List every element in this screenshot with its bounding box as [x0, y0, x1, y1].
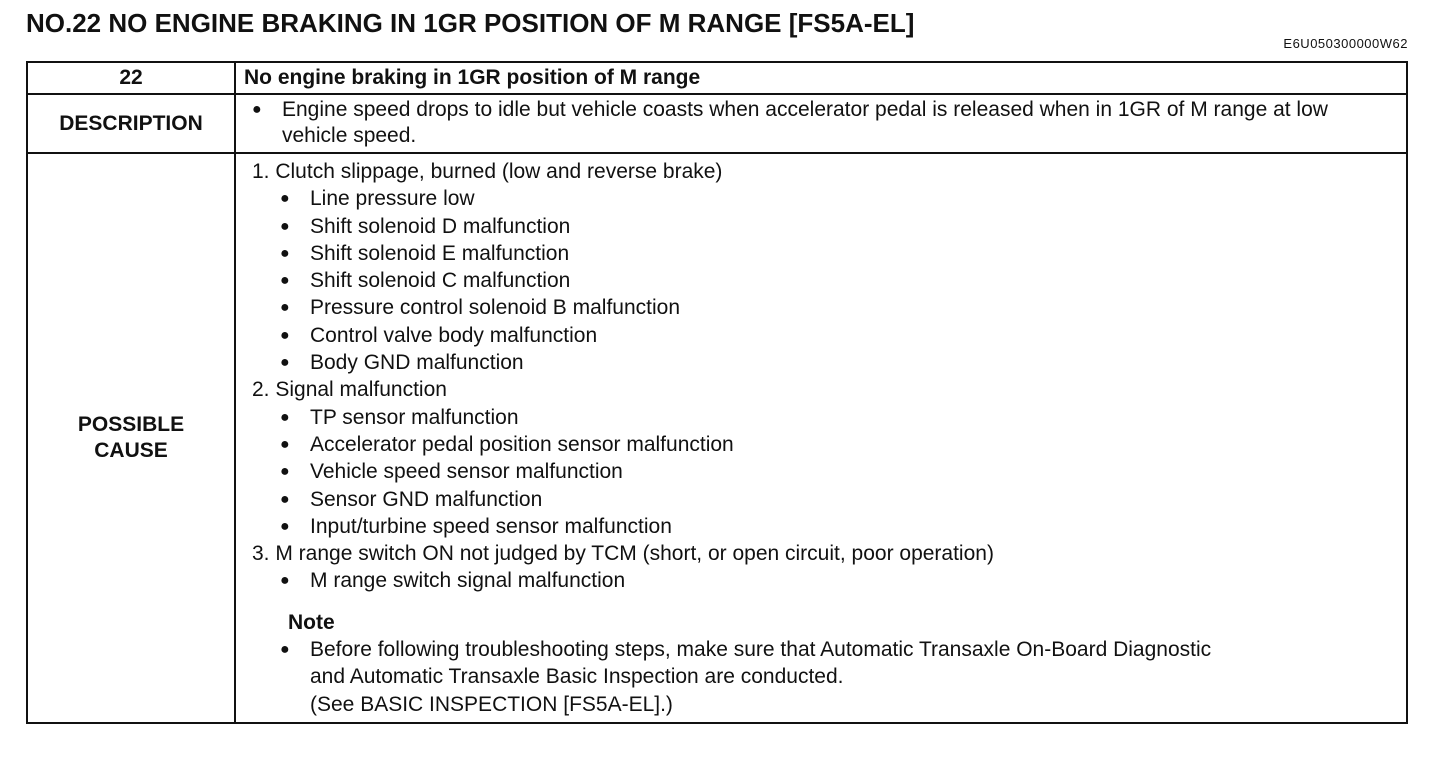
- list-item: [280, 486, 1396, 513]
- list-item-text: Body GND malfunction: [310, 351, 524, 375]
- possible-cause-content: [235, 153, 1407, 723]
- list-item: [280, 267, 1396, 294]
- list-item-text: TP sensor malfunction: [310, 405, 519, 429]
- list-item: [280, 567, 1396, 594]
- list-item: [280, 294, 1396, 321]
- document-id: E6U050300000W62: [1283, 36, 1408, 51]
- list-item-text: Input/turbine speed sensor malfunction: [310, 514, 672, 538]
- table-header-row: [27, 62, 1407, 94]
- list-item-text: Shift solenoid C malfunction: [310, 269, 571, 293]
- description-row: [27, 94, 1407, 153]
- description-label: DESCRIPTION: [27, 94, 235, 153]
- list-item: [280, 458, 1396, 485]
- list-item-text: Line pressure low: [310, 187, 475, 211]
- symptom-title: No engine braking in 1GR position of M range: [235, 62, 1407, 94]
- cause-item-1: 1. Clutch slippage, burned (low and reverse brake): [252, 160, 723, 183]
- possible-cause-label-line1: POSSIBLE: [77, 412, 185, 436]
- note-line-2: and Automatic Transaxle Basic Inspection are conducted.: [310, 665, 844, 689]
- list-item-text: Shift solenoid E malfunction: [310, 241, 570, 265]
- list-item-text: M range switch signal malfunction: [310, 569, 626, 593]
- note-line-3: (See BASIC INSPECTION [FS5A-EL].): [310, 692, 673, 716]
- troubleshooting-table: [26, 61, 1408, 724]
- bullet-icon: ●: [280, 244, 290, 262]
- list-item: [280, 404, 1396, 431]
- bullet-icon: ●: [280, 299, 290, 317]
- bullet-icon: ●: [280, 354, 290, 372]
- bullet-icon: ●: [280, 517, 290, 535]
- list-item-text: Pressure control solenoid B malfunction: [310, 296, 681, 320]
- cause-item-2: 2. Signal malfunction: [252, 378, 447, 402]
- bullet-icon: ●: [280, 190, 290, 208]
- description-content: [235, 94, 1407, 153]
- bullet-icon: ●: [280, 641, 290, 659]
- possible-cause-label-line2: CAUSE: [94, 438, 168, 462]
- bullet-icon: ●: [280, 435, 290, 453]
- bullet-icon: ●: [280, 217, 290, 235]
- list-item-text: Accelerator pedal position sensor malfunction: [310, 432, 734, 456]
- cause-item-1-subs: [252, 185, 1396, 376]
- description-bullet: [252, 97, 1396, 149]
- list-item: [280, 349, 1396, 376]
- list-item-text: Shift solenoid D malfunction: [310, 214, 571, 238]
- list-item: [280, 322, 1396, 349]
- bullet-icon: ●: [252, 101, 262, 118]
- bullet-icon: ●: [280, 408, 290, 426]
- bullet-icon: ●: [280, 572, 290, 590]
- possible-cause-row: [27, 153, 1407, 723]
- list-item: [280, 431, 1396, 458]
- cause-item-3: 3. M range switch ON not judged by TCM (short, or open circuit, poor operation): [252, 542, 994, 566]
- note-line-1: Before following troubleshooting steps, make sure that Automatic Transaxle On-Board Diagnostic: [310, 638, 1212, 662]
- bullet-icon: ●: [280, 490, 290, 508]
- page-title: NO.22 NO ENGINE BRAKING IN 1GR POSITION OF M RANGE [FS5A-EL]: [26, 8, 915, 38]
- bullet-icon: ●: [280, 272, 290, 290]
- cause-item-3-subs: [252, 567, 1396, 594]
- possible-cause-label: [27, 153, 235, 723]
- note-body: [252, 636, 1396, 718]
- symptom-number: 22: [27, 62, 235, 94]
- description-text: Engine speed drops to idle but vehicle coasts when accelerator pedal is released when in 1GR of M range at low vehicle speed.: [282, 98, 1328, 147]
- note-text: [310, 636, 1396, 718]
- list-item-text: Vehicle speed sensor malfunction: [310, 460, 623, 484]
- bullet-icon: ●: [280, 326, 290, 344]
- bullet-icon: ●: [280, 463, 290, 481]
- list-item-text: Sensor GND malfunction: [310, 487, 543, 511]
- list-item-text: Control valve body malfunction: [310, 323, 598, 347]
- note-heading: Note: [288, 610, 335, 634]
- list-item: [280, 240, 1396, 267]
- list-item: [280, 213, 1396, 240]
- list-item: [280, 513, 1396, 540]
- cause-item-2-subs: [252, 404, 1396, 540]
- list-item: [280, 185, 1396, 212]
